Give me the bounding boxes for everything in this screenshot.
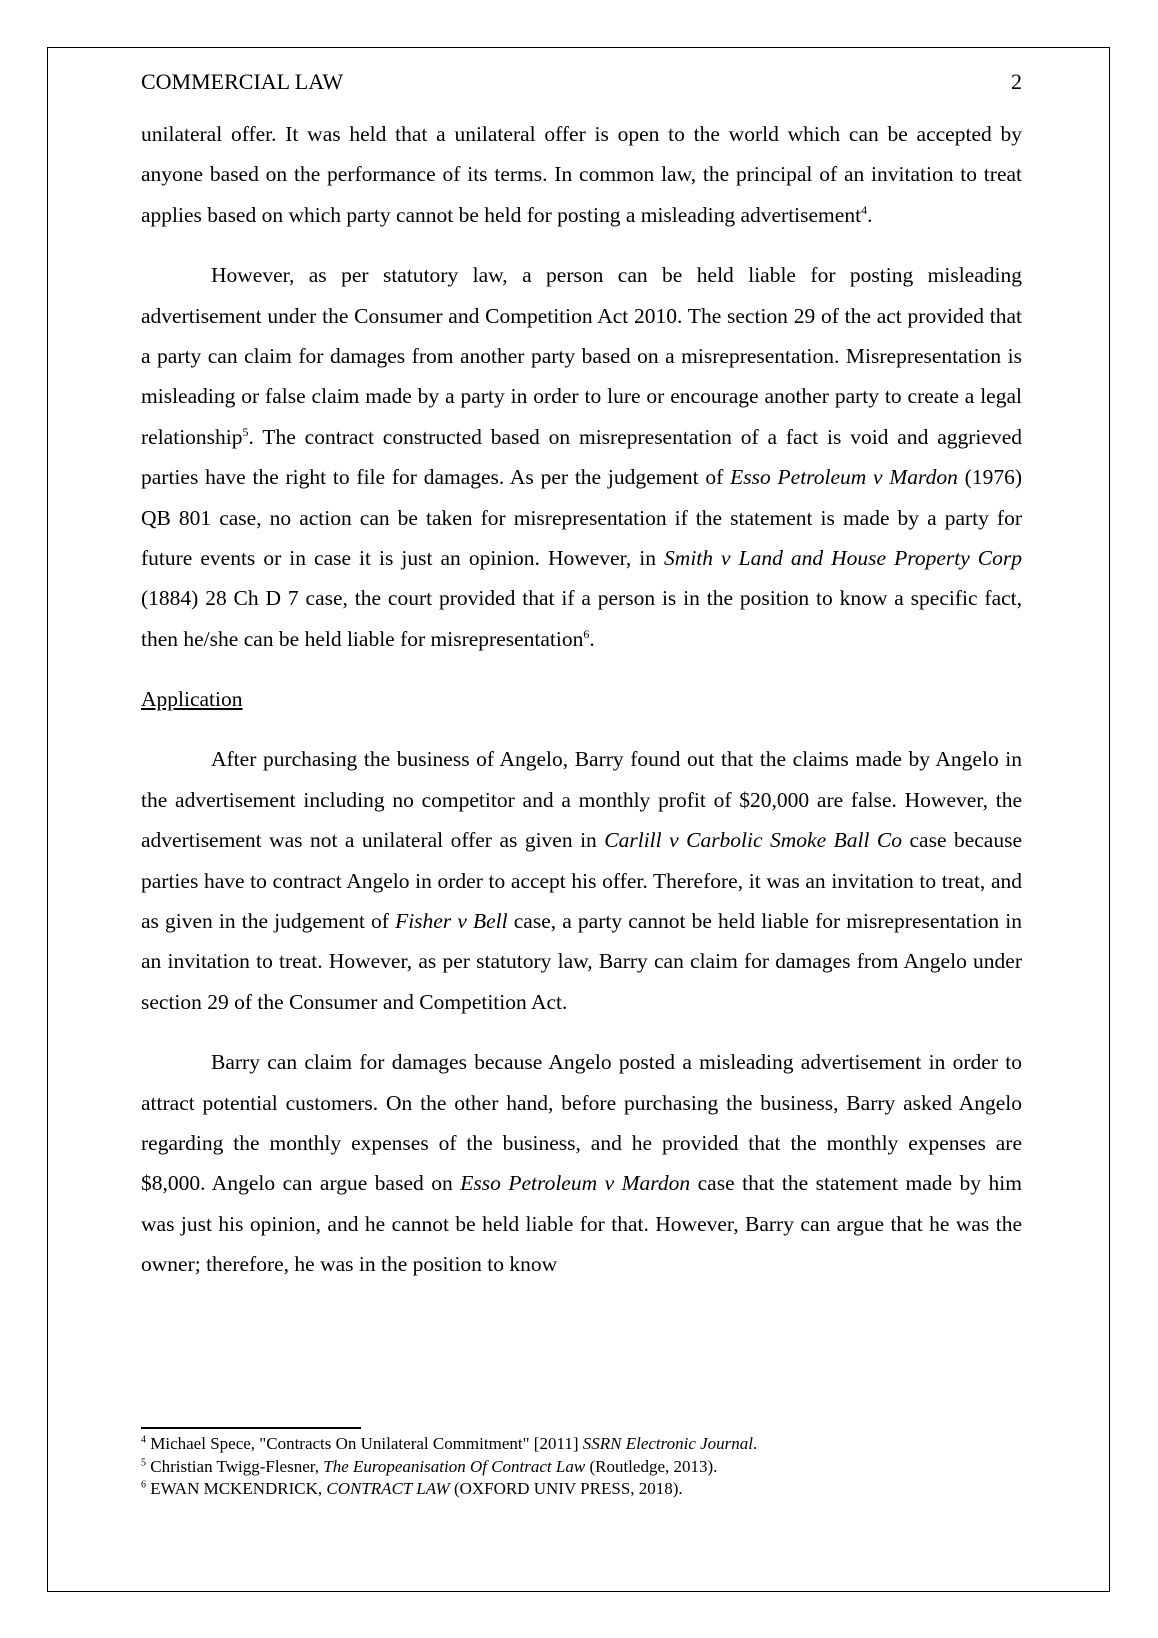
case-name: Esso Petroleum v Mardon [730,465,958,490]
footnote-item: $^5$ Christian Twigg-Flesner, The Europeanisation Of Contract Law (Routledge, 2013). [141,1456,718,1476]
paragraph-3: After purchasing the business of Angelo, Barry found out that the claims made by Angelo in the advertisement including no competitor and a monthly profit of $20,000 are false. However, the advertisement was not a unilateral offer as given in Carlill v Carbolic Smoke Ball Co case because parties have to contract Angelo in order to accept his offer. Therefore, it was an invitation to treat, and as given in the judgement of Fisher v Bell case, a party cannot be held liable for misrepresentation in an invitation to treat. However, as per statutory law, Barry can claim for damages from Angelo under section 29 of the Consumer and Competition Act. [141,747,1022,1014]
case-name: Fisher v Bell [395,908,508,933]
case-name: Smith v Land and House Property Corp [664,546,1022,571]
footnote-item: $^4$ Michael Spece, "Contracts On Unilateral Commitment" [2011] SSRN Electronic Journal. [141,1434,758,1453]
paragraph-1-text: unilateral offer. It was held that a unilateral offer is open to the world which can be accepted by anyone based on the performance of its terms. In common law, the principal of an invitation to treat applies based on which party cannot be held for posting a misleading advertisement [141,122,1022,227]
page-content [141,62,1022,1305]
footnote-ref-4[interactable]: 4 [861,202,868,217]
case-name: Carlill v Carbolic Smoke Ball Co [604,828,903,853]
running-header [141,62,1022,102]
footnote-ref-6[interactable]: 6 [583,626,590,641]
footnote-ref-5[interactable]: 5 [242,424,249,439]
paragraph-2: However, as per statutory law, a person can be held liable for posting misleading advertisement under the Consumer and Competition Act 2010. The section 29 of the act provided that a party can claim for damages from another party based on a misrepresentation. Misrepresentation is misleading or false claim made by a party in order to lure or encourage another party to create a legal relationship$^5$. The contract constructed based on misrepresentation of a fact is void and aggrieved parties have the right to file for damages. As per the judgement of Esso Petroleum v Mardon (1976) QB 801 case, no action can be taken for misrepresentation if the statement is made by a party for future events or in case it is just an opinion. However, in Smith v Land and House Property Corp (1884) 28 Ch D 7 case, the court provided that if a person is in the position to know a specific fact, then he/she can be held liable for misrepresentation$^6$. [141,263,1022,651]
footnote-separator [141,1427,361,1429]
footnote-item: $^6$ EWAN MCKENDRICK, CONTRACT LAW (OXFORD UNIV PRESS, 2018). [141,1479,683,1498]
paragraph-4: Barry can claim for damages because Angelo posted a misleading advertisement in order to attract potential customers. On the other hand, before purchasing the business, Barry asked Angelo regarding the monthly expenses of the business, and he provided that the monthly expenses are $8,000. Angelo can argue based on Esso Petroleum v Mardon case that the statement made by him was just his opinion, and he cannot be held liable for that. However, Barry can argue that he was the owner; therefore, he was in the position to know [141,1050,1022,1277]
section-heading: Application [141,687,243,712]
footnotes [141,1427,1022,1501]
case-name: Esso Petroleum v Mardon [460,1171,691,1196]
paragraph-1: unilateral offer. It was held that a unilateral offer is open to the world which can be accepted by anyone based on the performance of its terms. In common law, the principal of an invitation to treat applies based on which party cannot be held for posting a misleading advertisement$^4$. [141,122,1022,227]
page-number: 2 [1011,69,1022,94]
header-title: COMMERCIAL LAW [141,69,344,94]
